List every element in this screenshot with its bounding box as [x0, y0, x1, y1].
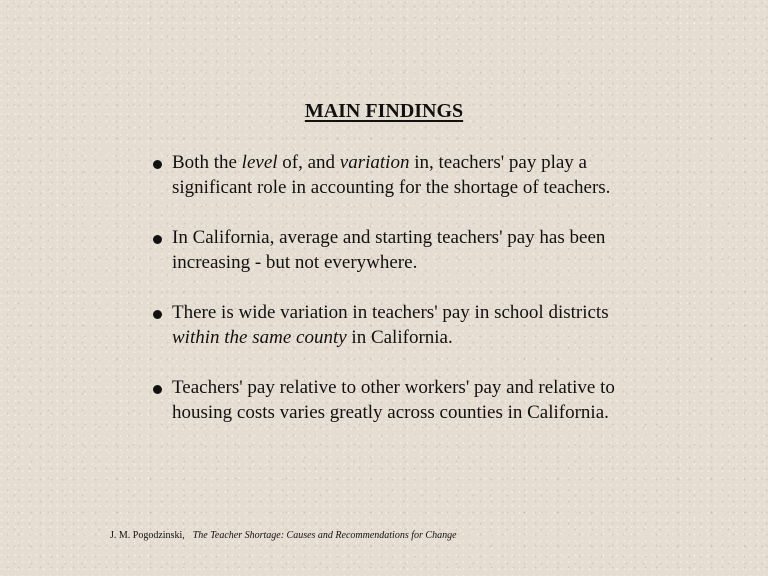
footer-citation	[110, 530, 457, 541]
finding-item	[152, 225, 622, 275]
footer-author: J. M. Pogodzinski,	[110, 530, 185, 541]
finding-text: Teachers' pay relative to other workers' pay and relative to housing costs varies greatly across counties in California.	[172, 377, 615, 423]
slide-title-text: MAIN FINDINGS	[304, 100, 464, 122]
finding-text: Both the level of, and variation in, teachers' pay play a significant role in accounting for the shortage of teachers.	[172, 152, 611, 198]
findings-list	[152, 150, 622, 450]
bullet-dot-icon	[153, 160, 162, 169]
finding-item	[152, 150, 622, 200]
finding-item	[152, 375, 622, 425]
bullet-dot-icon	[153, 235, 162, 244]
slide-title	[0, 100, 768, 123]
finding-text: In California, average and starting teachers' pay has been increasing - but not everywhere.	[172, 227, 606, 273]
finding-item	[152, 300, 622, 350]
bullet-dot-icon	[153, 385, 162, 394]
bullet-dot-icon	[153, 310, 162, 319]
finding-text: There is wide variation in teachers' pay in school districts within the same county in California.	[172, 302, 609, 348]
footer-work-title: The Teacher Shortage: Causes and Recommendations for Change	[192, 530, 457, 541]
